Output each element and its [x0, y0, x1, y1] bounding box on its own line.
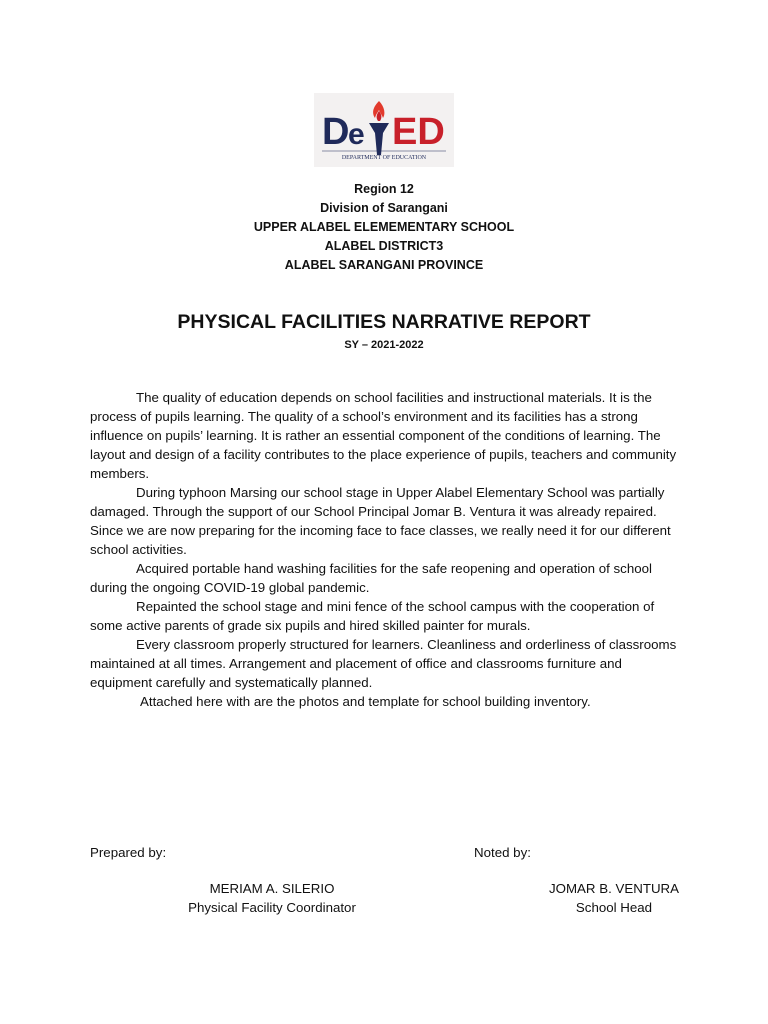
school-year: SY – 2021-2022: [344, 339, 424, 351]
deped-logo-graphic: [314, 93, 454, 167]
paragraph-repainting: Repainted the school stage and mini fence of the school campus with the cooperation of some active parents of grade six pupils and hired skilled painter for murals.: [90, 599, 655, 633]
paragraph-classrooms: Every classroom properly structured for learners. Cleanliness and orderliness of classrooms maintained at all times. Arrangement and placement of office and classrooms furniture and equipment carefully and systematically planned.: [90, 637, 677, 690]
svg-text:ED: ED: [392, 111, 445, 153]
paragraph-handwashing: Acquired portable hand washing facilities for the safe reopening and operation of school during the ongoing COVID-19 global pandemic.: [90, 561, 652, 595]
prepared-by-signature: [152, 879, 392, 917]
svg-text:e: e: [348, 118, 365, 151]
report-title: PHYSICAL FACILITIES NARRATIVE REPORT: [177, 311, 591, 333]
noted-by-position: School Head: [575, 900, 653, 915]
province-line: ALABEL SARANGANI PROVINCE: [284, 258, 484, 272]
noted-by-signature: [494, 879, 734, 917]
torch-icon: [369, 101, 389, 155]
noted-by-label: Noted by:: [474, 845, 531, 860]
district-line: ALABEL DISTRICT3: [324, 239, 444, 253]
school-header: [0, 180, 768, 275]
division-line: Division of Sarangani: [320, 201, 448, 215]
prepared-by-name: MERIAM A. SILERIO: [209, 881, 335, 896]
region-line: Region 12: [354, 182, 414, 196]
paragraph-attachments: Attached here with are the photos and template for school building inventory.: [140, 694, 591, 709]
deped-logo: [314, 93, 454, 167]
paragraph-stage-repair: During typhoon Marsing our school stage in Upper Alabel Elementary School was partially damaged. Through the support of our School Principal Jomar B. Ventura it was already repaired. Since we are now preparing for the incoming face to face classes, we really need it for our different school activities.: [90, 485, 671, 557]
school-name-line: UPPER ALABEL ELEMEMENTARY SCHOOL: [253, 220, 515, 234]
noted-by-name: JOMAR B. VENTURA: [548, 881, 680, 896]
prepared-by-label: Prepared by:: [90, 845, 167, 860]
svg-text:D: D: [322, 111, 350, 153]
prepared-by-position: Physical Facility Coordinator: [188, 900, 356, 915]
paragraph-intro: The quality of education depends on school facilities and instructional materials. It is the process of pupils learning. The quality of a school’s environment and its facilities has a strong influence on pupils’ learning. It is rather an essential component of the conditions of learning. The layout and design of a facility contributes to the place experience of pupils, teachers and community members.: [90, 390, 677, 481]
report-body: [90, 388, 678, 711]
logo-tagline: DEPARTMENT OF EDUCATION: [341, 155, 427, 161]
